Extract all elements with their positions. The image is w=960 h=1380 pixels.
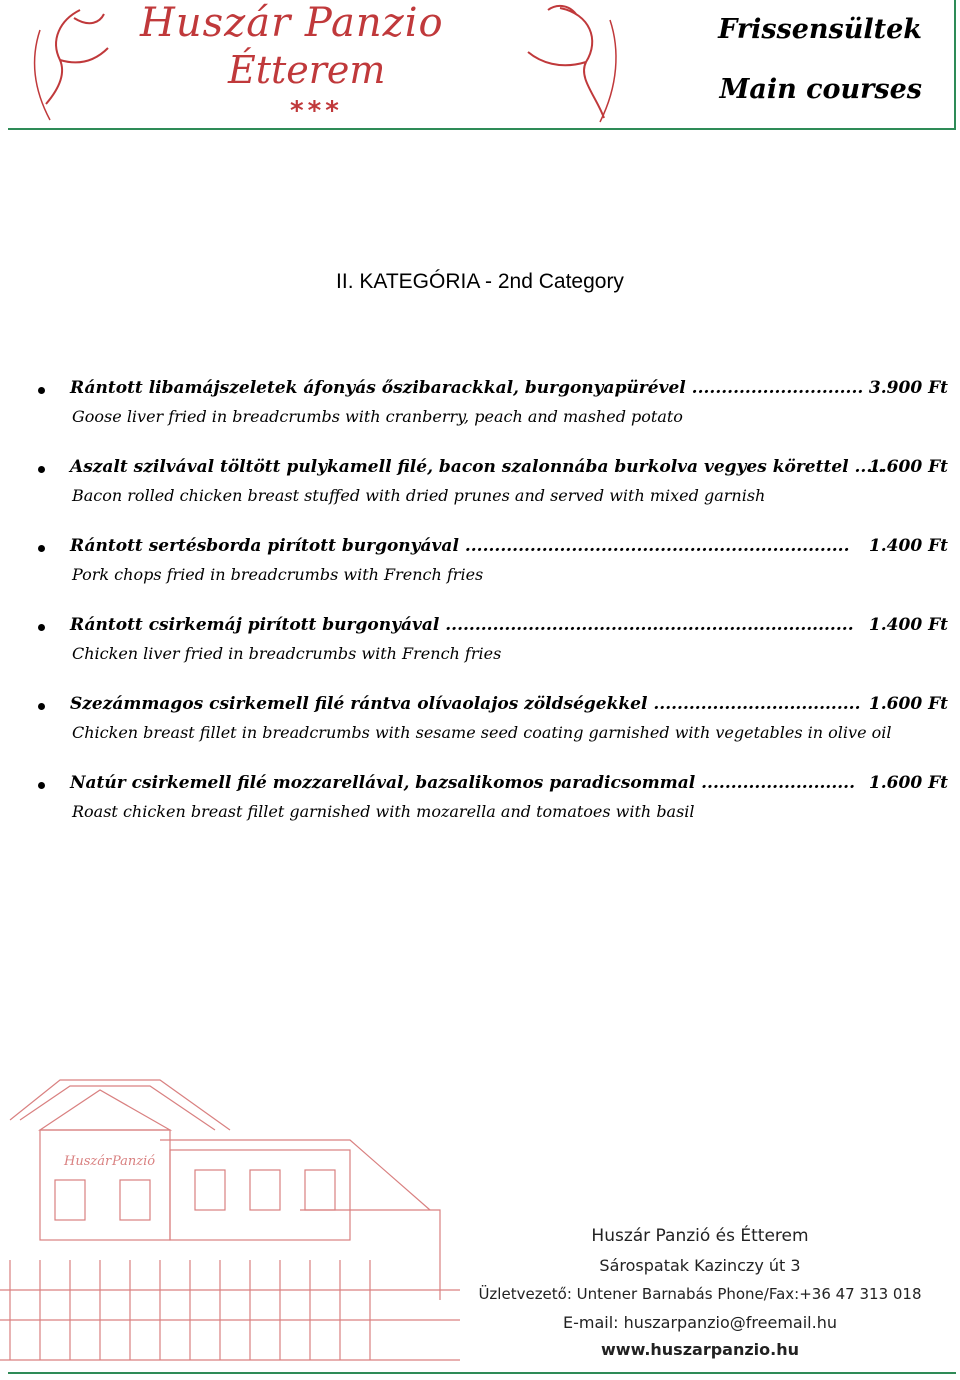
footer-manager-phone: Üzletvezető: Untener Barnabás Phone/Fax:+36 47 313 018 <box>478 1285 922 1303</box>
building-sketch-icon <box>0 1060 470 1375</box>
dish-price: 1.600 Ft <box>868 694 948 714</box>
logo-subtitle: Étterem <box>228 48 386 92</box>
frame-line-top <box>8 128 956 130</box>
dish-name-en: Roast chicken breast fillet garnished with mozarella and tomatoes with basil <box>72 802 695 821</box>
dish-price: 3.900 Ft <box>868 378 948 398</box>
footer-address: Sárospatak Kazinczy út 3 <box>599 1256 801 1275</box>
frame-line-right <box>954 0 956 130</box>
section-title-en: Main courses <box>719 74 922 105</box>
dish-name-en: Pork chops fried in breadcrumbs with French fries <box>72 565 484 584</box>
logo-name: Huszár Panzio <box>140 0 444 46</box>
menu-item <box>38 457 950 536</box>
section-title-hu: Frissensültek <box>718 14 922 45</box>
footer-email[interactable]: E-mail: huszarpanzio@freemail.hu <box>563 1313 837 1332</box>
footer-contact <box>440 1226 960 1359</box>
menu-item <box>38 773 950 852</box>
building-sign-1: Huszár <box>64 1154 112 1169</box>
dish-price: 1.600 Ft <box>868 773 948 793</box>
logo-stars: *** <box>290 96 343 126</box>
dish-name-hu: Rántott sertésborda pirított burgonyával ................................................................. <box>70 536 850 556</box>
dish-price: 1.400 Ft <box>868 536 948 556</box>
dish-name-hu: Rántott libamájszeletek áfonyás őszibarackkal, burgonyapürével ............................. <box>70 378 864 398</box>
bullet-icon <box>38 466 45 473</box>
dish-name-hu: Natúr csirkemell filé mozzarellával, bazsalikomos paradicsommal .......................... <box>70 773 856 793</box>
frame-line-bottom <box>8 1372 956 1374</box>
bullet-icon <box>38 624 45 631</box>
footer-name: Huszár Panzió és Étterem <box>591 1226 809 1246</box>
dish-price: 1.600 Ft <box>868 457 948 477</box>
menu-item <box>38 536 950 615</box>
dish-name-en: Bacon rolled chicken breast stuffed with dried prunes and served with mixed garnish <box>72 486 766 505</box>
dish-name-en: Chicken liver fried in breadcrumbs with French fries <box>72 644 502 663</box>
menu-item <box>38 378 950 457</box>
bullet-icon <box>38 545 45 552</box>
menu-item <box>38 615 950 694</box>
category-heading: II. KATEGÓRIA - 2nd Category <box>336 270 624 293</box>
bullet-icon <box>38 387 45 394</box>
dish-name-en: Goose liver fried in breadcrumbs with cranberry, peach and mashed potato <box>72 407 683 426</box>
footer-website[interactable]: www.huszarpanzio.hu <box>601 1340 799 1359</box>
dish-price: 1.400 Ft <box>868 615 948 635</box>
dish-name-en: Chicken breast fillet in breadcrumbs with sesame seed coating garnished with vegetables in olive oil <box>72 723 892 742</box>
menu-item <box>38 694 950 773</box>
menu-list <box>38 378 950 852</box>
building-sign-2: Panzió <box>112 1154 156 1169</box>
dish-name-hu: Szezámmagos csirkemell filé rántva olívaolajos zöldségekkel ................................... <box>70 694 861 714</box>
dish-name-hu: Rántott csirkemáj pirított burgonyával ..................................................................... <box>70 615 854 635</box>
bullet-icon <box>38 703 45 710</box>
bullet-icon <box>38 782 45 789</box>
dish-name-hu: Aszalt szilvával töltött pulykamell filé, bacon szalonnába burkolva vegyes körettel ..... <box>70 457 885 477</box>
